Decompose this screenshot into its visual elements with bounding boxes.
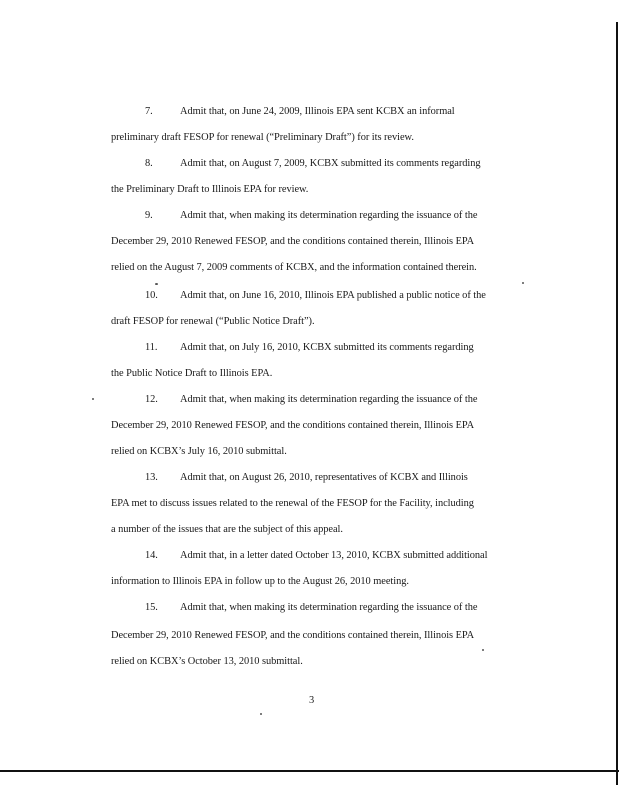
- page-number: 3: [309, 695, 315, 706]
- paragraph-15-line-2: December 29, 2010 Renewed FESOP, and the conditions contained therein, Illinois EPA: [111, 630, 475, 641]
- paragraph-number: 9.: [145, 210, 153, 221]
- paragraph-10-line-1: [145, 289, 486, 303]
- paragraph-7-line-2: preliminary draft FESOP for renewal (“Preliminary Draft”) for its review.: [111, 132, 414, 143]
- paragraph-14-line-1: [145, 549, 487, 563]
- paragraph-text: Admit that, on June 16, 2010, Illinois EPA published a public notice of the: [180, 290, 486, 301]
- paragraph-number: 8.: [145, 158, 153, 169]
- paragraph-9-line-3: relied on the August 7, 2009 comments of KCBX, and the information contained therein.: [111, 262, 477, 273]
- paragraph-15-line-3: relied on KCBX’s October 13, 2010 submittal.: [111, 656, 303, 667]
- paragraph-9-line-2: December 29, 2010 Renewed FESOP, and the conditions contained therein, Illinois EPA: [111, 236, 475, 247]
- paragraph-number: 10.: [145, 290, 158, 301]
- page-bottom-rule: [0, 770, 619, 772]
- paragraph-13-line-2: EPA met to discuss issues related to the renewal of the FESOP for the Facility, including: [111, 498, 474, 509]
- scan-speck: [155, 283, 158, 285]
- paragraph-text: Admit that, on June 24, 2009, Illinois EPA sent KCBX an informal: [180, 106, 455, 117]
- page-right-edge: [616, 22, 618, 785]
- paragraph-7-line-1: [145, 105, 455, 119]
- paragraph-11-line-2: the Public Notice Draft to Illinois EPA.: [111, 368, 273, 379]
- paragraph-number: 14.: [145, 550, 158, 561]
- paragraph-text: Admit that, when making its determination regarding the issuance of the: [180, 602, 478, 613]
- paragraph-12-line-2: December 29, 2010 Renewed FESOP, and the conditions contained therein, Illinois EPA: [111, 420, 475, 431]
- paragraph-8-line-2: the Preliminary Draft to Illinois EPA for review.: [111, 184, 309, 195]
- paragraph-10-line-2: draft FESOP for renewal (“Public Notice Draft”).: [111, 316, 315, 327]
- scan-speck: [92, 398, 94, 400]
- paragraph-12-line-1: [145, 393, 477, 407]
- paragraph-text: Admit that, on August 7, 2009, KCBX submitted its comments regarding: [180, 158, 481, 169]
- paragraph-14-line-2: information to Illinois EPA in follow up to the August 26, 2010 meeting.: [111, 576, 409, 587]
- paragraph-11-line-1: [145, 341, 474, 355]
- paragraph-text: Admit that, when making its determination regarding the issuance of the: [180, 394, 478, 405]
- paragraph-number: 7.: [145, 106, 153, 117]
- paragraph-text: Admit that, when making its determination regarding the issuance of the: [180, 210, 478, 221]
- paragraph-text: Admit that, on August 26, 2010, representatives of KCBX and Illinois: [180, 472, 468, 483]
- paragraph-13-line-3: a number of the issues that are the subject of this appeal.: [111, 524, 343, 535]
- paragraph-number: 12.: [145, 394, 158, 405]
- paragraph-8-line-1: [145, 157, 481, 171]
- paragraph-text: Admit that, in a letter dated October 13, 2010, KCBX submitted additional: [180, 550, 488, 561]
- paragraph-number: 13.: [145, 472, 158, 483]
- paragraph-text: Admit that, on July 16, 2010, KCBX submitted its comments regarding: [180, 342, 474, 353]
- scan-speck: [260, 713, 262, 715]
- paragraph-9-line-1: [145, 209, 477, 223]
- scan-speck: [522, 282, 524, 284]
- paragraph-number: 11.: [145, 342, 158, 353]
- paragraph-15-line-1: [145, 601, 477, 615]
- paragraph-12-line-3: relied on KCBX’s July 16, 2010 submittal.: [111, 446, 287, 457]
- paragraph-13-line-1: [145, 471, 468, 485]
- paragraph-number: 15.: [145, 602, 158, 613]
- scan-speck: [482, 649, 484, 651]
